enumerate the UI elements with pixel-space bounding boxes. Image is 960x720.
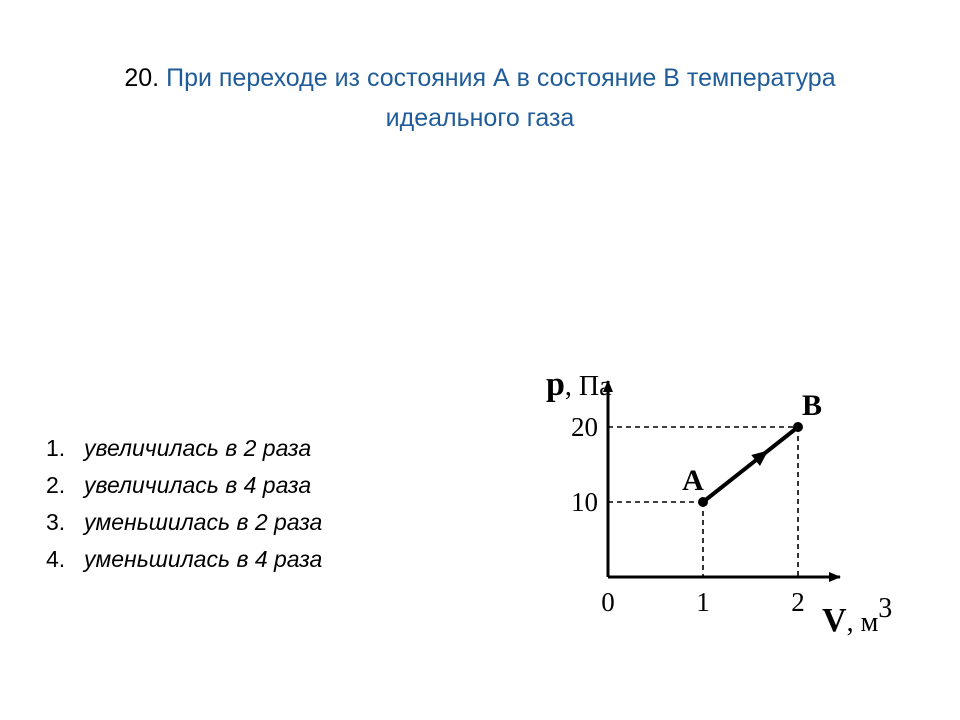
- process-line-a-b: [703, 427, 798, 502]
- answer-text: уменьшилась в 2 раза: [84, 509, 323, 535]
- point-a: [698, 497, 708, 507]
- x-axis-title: V, м3: [822, 593, 893, 639]
- answer-text: увеличилась в 2 раза: [84, 435, 312, 461]
- answer-option[interactable]: [46, 430, 322, 467]
- question-text: При переходе из состояния А в состояние В температура идеального газа: [166, 64, 836, 132]
- y-tick-label-20: 20: [571, 412, 598, 442]
- answer-number: 1.: [46, 435, 66, 461]
- answer-text: увеличилась в 4 раза: [84, 472, 312, 498]
- x-tick-label-1: 1: [696, 587, 710, 617]
- question-number: 20.: [124, 64, 160, 92]
- answer-number: 4.: [46, 546, 66, 572]
- point-b-label: В: [801, 389, 823, 422]
- y-tick-label-10: 10: [571, 487, 598, 517]
- point-b: [793, 422, 803, 432]
- x-tick-label-0: 0: [601, 587, 615, 617]
- answer-option[interactable]: [46, 504, 322, 541]
- answer-option[interactable]: [46, 541, 322, 578]
- x-tick-label-2: 2: [791, 587, 805, 617]
- y-axis-title: p, Па: [546, 366, 612, 403]
- answer-text: уменьшилась в 4 раза: [84, 546, 323, 572]
- answer-number: 2.: [46, 472, 66, 498]
- answer-option[interactable]: [46, 467, 322, 504]
- answer-number: 3.: [46, 509, 66, 535]
- pv-chart: [530, 355, 900, 655]
- question-title: [60, 58, 900, 138]
- point-a-label: А: [682, 464, 704, 497]
- answer-list: [46, 430, 322, 578]
